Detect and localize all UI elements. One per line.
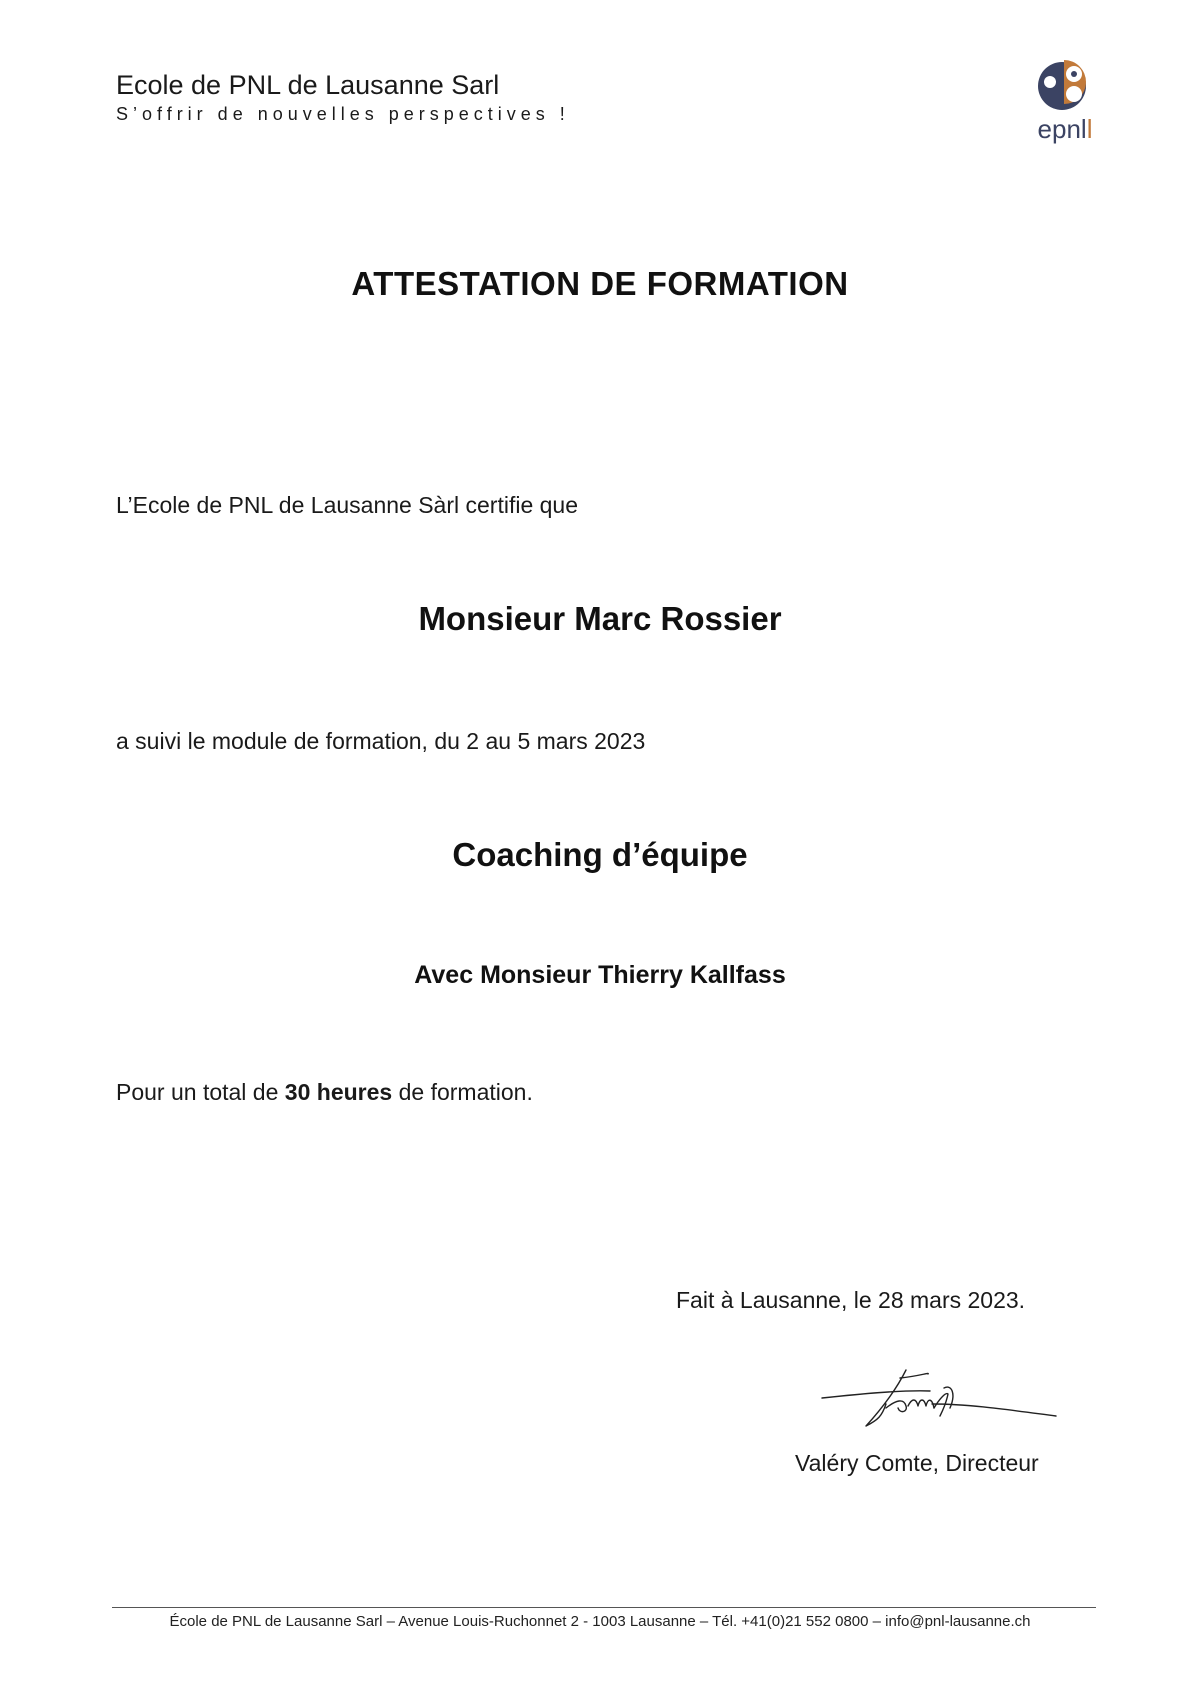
logo-wordmark-main: epnl bbox=[1037, 114, 1087, 144]
place-date: Fait à Lausanne, le 28 mars 2023. bbox=[676, 1287, 1026, 1313]
module-name: Coaching d’équipe bbox=[452, 836, 748, 873]
logo-wordmark bbox=[1020, 114, 1110, 145]
total-hours: 30 heures bbox=[284, 1079, 393, 1105]
document-title: ATTESTATION DE FORMATION bbox=[351, 265, 849, 302]
school-tagline: S’offrir de nouvelles perspectives ! bbox=[116, 104, 570, 124]
certify-line: L’Ecole de PNL de Lausanne Sàrl certifie que bbox=[116, 492, 579, 518]
logo-wordmark-accent: l bbox=[1086, 114, 1093, 144]
footer-address: École de PNL de Lausanne Sarl – Avenue Louis-Ruchonnet 2 - 1003 Lausanne – Tél. +41(0)21 552 0800 – info@pnl-lausanne.ch bbox=[169, 1613, 1031, 1630]
module-line: a suivi le module de formation, du 2 au 5 mars 2023 bbox=[116, 728, 646, 754]
total-suffix: de formation. bbox=[392, 1079, 533, 1105]
signatory-name: Valéry Comte, Directeur bbox=[795, 1450, 1039, 1476]
total-hours-line bbox=[116, 1079, 533, 1106]
recipient-name: Monsieur Marc Rossier bbox=[418, 600, 782, 637]
handwritten-signature bbox=[820, 1364, 1060, 1444]
total-prefix: Pour un total de bbox=[116, 1079, 285, 1105]
trainer-line: Avec Monsieur Thierry Kallfass bbox=[414, 961, 786, 989]
school-name: Ecole de PNL de Lausanne Sarl bbox=[116, 70, 500, 100]
footer-divider bbox=[112, 1607, 1096, 1608]
